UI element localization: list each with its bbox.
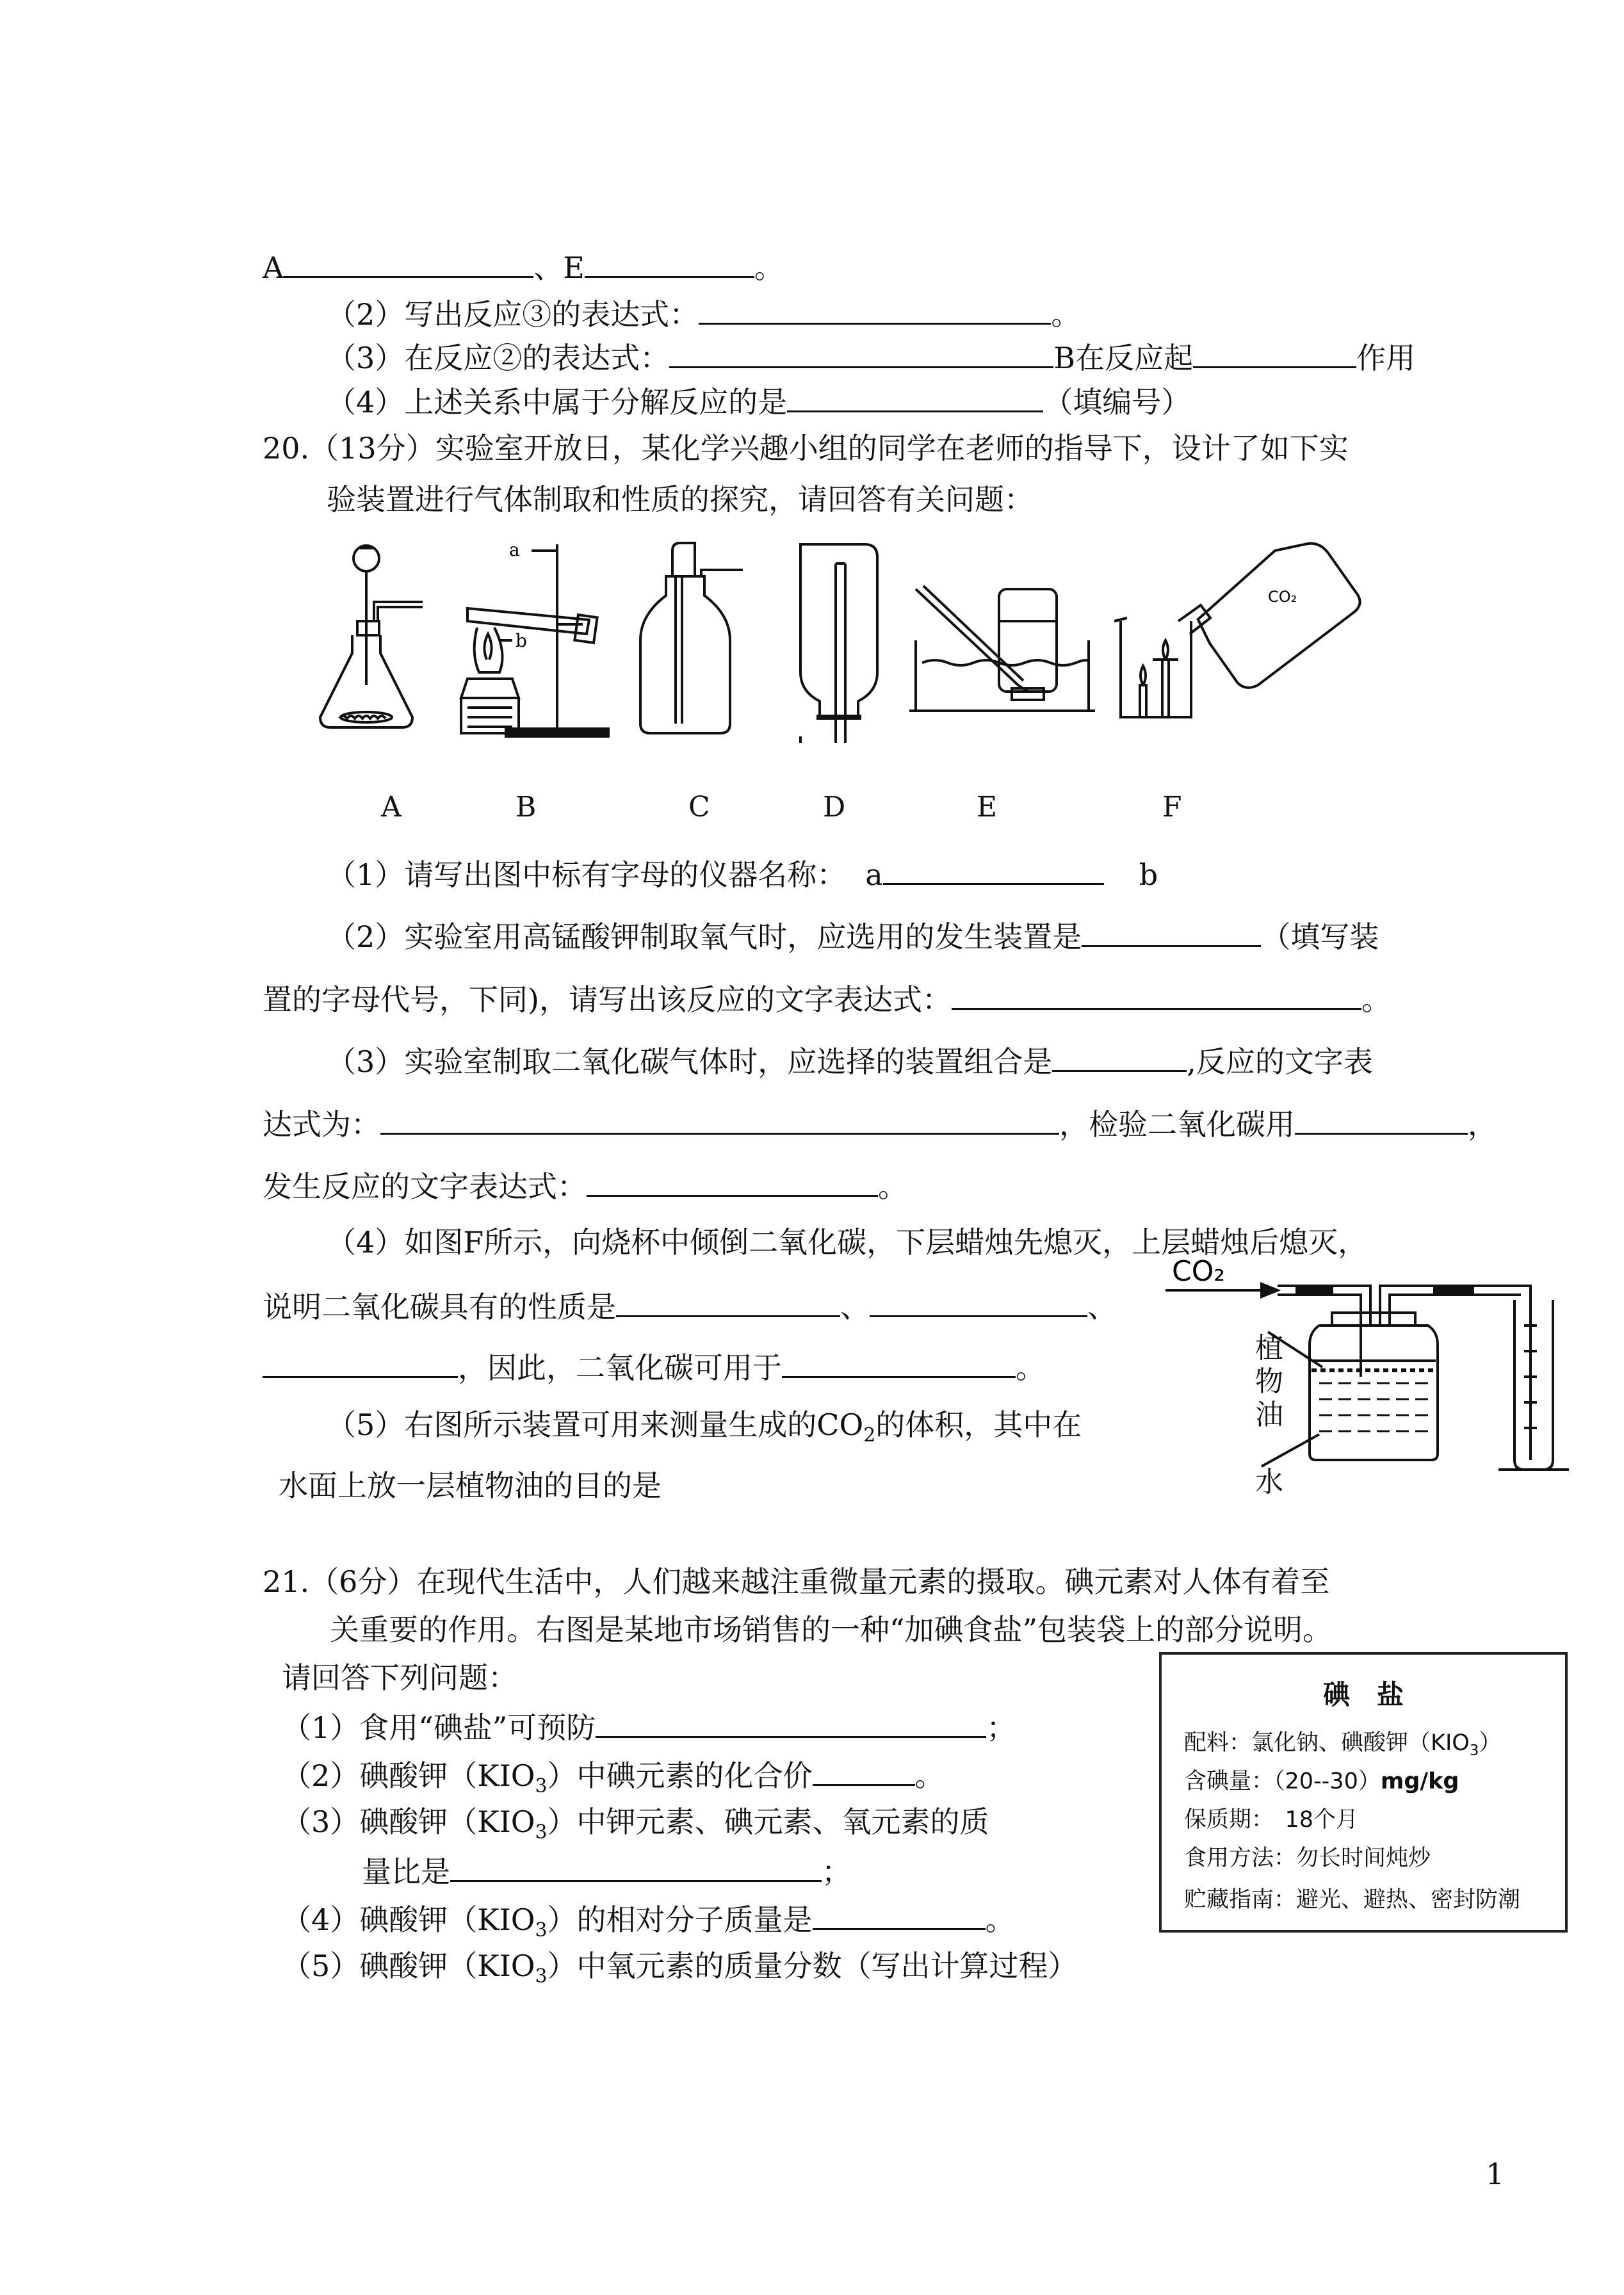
text: 置的字母代号，下同)，请写出该反应的文字表达式：: [263, 982, 952, 1017]
text: （3）在反应②的表达式：: [327, 341, 670, 375]
answer-blank[interactable]: [870, 1286, 1087, 1317]
text: （2）碘酸钾（KIO: [282, 1758, 535, 1793]
q21-part-3b: [362, 1851, 851, 1891]
text: （填编号）: [1043, 385, 1191, 419]
subscript: 3: [535, 1821, 548, 1844]
label-usage: 食用方法：勿长时间炖炒: [1184, 1845, 1431, 1871]
text: 、E: [533, 250, 585, 285]
text: （填写装: [1261, 920, 1379, 954]
apparatus-label-c: C: [688, 791, 710, 823]
label-co2-bottle: CO₂: [1268, 588, 1297, 606]
subscript: 2: [863, 1424, 876, 1447]
text: ；: [822, 1854, 851, 1889]
apparatus-b-heating: [461, 544, 608, 736]
answer-blank[interactable]: [616, 1286, 840, 1317]
answer-blank[interactable]: [782, 1347, 1016, 1378]
q21-part-4: [282, 1899, 1015, 1950]
co2-volume-apparatus: [1165, 1249, 1575, 1492]
q20-intro-2: 验装置进行气体制取和性质的探究，请回答有关问题：: [327, 482, 1034, 517]
label-part-a: a: [509, 539, 520, 560]
subscript: 3: [535, 1919, 548, 1942]
text: 。: [914, 1758, 945, 1793]
answer-blank[interactable]: [450, 1851, 822, 1882]
text: 作用: [1356, 341, 1416, 375]
text: 配料：氯化钠、碘酸钾（KIO: [1184, 1730, 1470, 1756]
apparatus-a-flask: [320, 546, 423, 727]
q20-part-3c: [263, 1165, 907, 1206]
q20-part-2a: [327, 916, 1379, 956]
text: （2）写出反应③的表达式：: [327, 297, 699, 332]
text: B在反应起: [1053, 341, 1194, 375]
text: ）中氧元素的质量分数（写出计算过程）: [547, 1949, 1078, 1983]
apparatus-e-trough: [909, 586, 1095, 711]
text: ，因此，二氧化碳可用于: [458, 1350, 782, 1385]
answer-blank[interactable]: [585, 247, 754, 278]
text: 。: [1051, 297, 1081, 332]
text: （1）食用“碘盐”可预防: [282, 1710, 596, 1745]
q20-part-5b: 水面上放一层植物油的目的是: [279, 1468, 662, 1503]
answer-blank[interactable]: [952, 978, 1361, 1010]
text: 。: [754, 250, 784, 285]
apparatus-d-bottle: [800, 544, 877, 743]
q20-part-1: [327, 854, 1158, 894]
subscript: 3: [1469, 1742, 1479, 1759]
text: （3）碘酸钾（KIO: [282, 1804, 535, 1839]
text: 。: [985, 1902, 1015, 1937]
apparatus-label-e: E: [977, 791, 998, 823]
text: A: [263, 250, 284, 285]
q20-part-4b: [263, 1286, 1117, 1326]
answer-blank[interactable]: [380, 1103, 1059, 1135]
answer-blank[interactable]: [669, 337, 1053, 368]
text: ）中钾元素、碘元素、氧元素的质: [547, 1804, 989, 1839]
q20-part-3a: [327, 1041, 1373, 1081]
label-iodine-content: [1184, 1764, 1459, 1796]
text: ,反应的文字表: [1187, 1044, 1373, 1079]
apparatus-f-beaker: [1114, 535, 1373, 717]
q20-intro-1: 20.（13分）实验室开放日，某化学兴趣小组的同学在老师的指导下，设计了如下实: [263, 431, 1349, 466]
label-ingredients: [1184, 1725, 1501, 1759]
apparatus-label-b: B: [516, 791, 537, 823]
text: （4）碘酸钾（KIO: [282, 1902, 535, 1937]
text: ）的相对分子质量是: [547, 1902, 813, 1937]
answer-blank[interactable]: [587, 1165, 878, 1197]
text: ；: [986, 1710, 1016, 1745]
text: ）中碘元素的化合价: [547, 1758, 813, 1793]
q19-part-4: [327, 381, 1190, 421]
q21-intro-3: 请回答下列问题：: [282, 1660, 517, 1695]
text: （5）碘酸钾（KIO: [282, 1949, 535, 1983]
q19-part-3: [327, 337, 1415, 377]
q21-part-3a: [282, 1803, 989, 1852]
q21-intro-2: 关重要的作用。右图是某地市场销售的一种“加碘食盐”包装袋上的部分说明。: [330, 1612, 1333, 1647]
text: （4）上述关系中属于分解反应的是: [327, 385, 788, 419]
label-shelf-life: 保质期： 18个月: [1184, 1807, 1359, 1833]
text: 的体积，其中在: [875, 1407, 1082, 1442]
text: a: [865, 857, 883, 892]
apparatus-label-a: A: [381, 791, 402, 823]
text: 说明二氧化碳具有的性质是: [263, 1290, 616, 1324]
text: （3）实验室制取二氧化碳气体时，应选择的装置组合是: [327, 1044, 1053, 1079]
answer-blank[interactable]: [699, 293, 1051, 325]
apparatus-label-d: D: [823, 791, 846, 823]
answer-blank[interactable]: [813, 1755, 915, 1786]
text: （2）实验室用高锰酸钾制取氧气时，应选用的发生装置是: [327, 920, 1082, 954]
q21-part-5: [282, 1947, 1078, 1996]
label-storage: 贮藏指南：避光、避热、密封防潮: [1184, 1887, 1521, 1913]
q21-part-2: [282, 1755, 945, 1806]
q19-part-2: [327, 293, 1080, 334]
subscript: 3: [535, 1965, 548, 1988]
page-number: 1: [1486, 2157, 1505, 2191]
text: ，: [1468, 1107, 1497, 1142]
answer-blank[interactable]: [883, 854, 1104, 885]
label-title: 碘 盐: [1322, 1679, 1404, 1710]
apparatus-c-bottle: [640, 543, 743, 733]
q21-intro-1: 21.（6分）在现代生活中，人们越来越注重微量元素的摄取。碘元素对人体有着至: [263, 1564, 1330, 1599]
text: （5）右图所示装置可用来测量生成的CO: [327, 1407, 864, 1442]
text: mg/kg: [1380, 1769, 1459, 1794]
answer-blank[interactable]: [263, 1347, 458, 1378]
text: ，检验二氧化碳用: [1059, 1107, 1295, 1142]
label-part-b: b: [516, 630, 527, 651]
text: 量比是: [362, 1854, 450, 1889]
q19-line-a: [263, 247, 784, 287]
answer-blank[interactable]: [787, 381, 1043, 412]
text: 。: [1016, 1350, 1045, 1385]
q20-part-3b: [263, 1103, 1497, 1144]
text: （1）请写出图中标有字母的仪器名称：: [327, 857, 847, 892]
vegetable-oil-label: 植物油: [1255, 1332, 1283, 1431]
text: b: [1139, 857, 1158, 892]
answer-blank[interactable]: [1295, 1103, 1468, 1135]
co2-label: CO₂: [1172, 1255, 1225, 1288]
text: 达式为：: [263, 1107, 380, 1142]
text: 、: [1087, 1290, 1117, 1324]
answer-blank[interactable]: [596, 1707, 986, 1738]
q21-part-1: [282, 1707, 1016, 1747]
answer-blank[interactable]: [1193, 337, 1356, 368]
apparatus-label-f: F: [1162, 791, 1182, 823]
answer-blank[interactable]: [1052, 1041, 1187, 1072]
q20-part-4a: （4）如图F所示，向烧杯中倾倒二氧化碳，下层蜡烛先熄灭，上层蜡烛后熄灭，: [327, 1225, 1368, 1260]
answer-blank[interactable]: [284, 247, 533, 278]
text: 含碘量：（20--30）: [1184, 1769, 1381, 1794]
water-label: 水: [1255, 1466, 1283, 1498]
answer-blank[interactable]: [1082, 916, 1261, 947]
q20-part-2b: [263, 978, 1391, 1019]
text: 发生反应的文字表达式：: [263, 1169, 587, 1204]
q20-part-5a: [327, 1406, 1082, 1455]
iodized-salt-label: [1159, 1652, 1568, 1933]
q20-part-4c: [263, 1347, 1045, 1387]
text: 、: [840, 1290, 870, 1324]
answer-blank[interactable]: [813, 1899, 986, 1930]
subscript: 3: [535, 1775, 548, 1798]
apparatus-diagram: [307, 525, 1396, 743]
text: ）: [1479, 1730, 1502, 1756]
text: 。: [1361, 982, 1391, 1017]
text: 。: [878, 1169, 907, 1204]
